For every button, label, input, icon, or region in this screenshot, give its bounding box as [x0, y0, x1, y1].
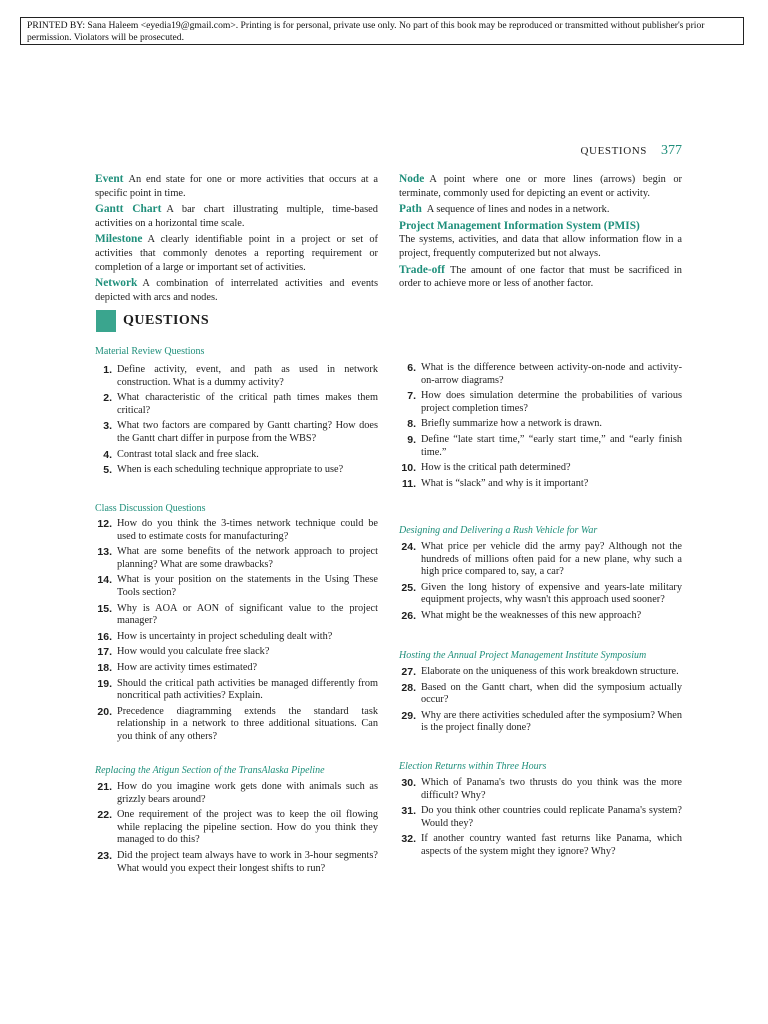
question-number: 26. — [401, 609, 416, 622]
question-text: Based on the Gantt chart, when did the symposium actually occur? — [421, 681, 682, 706]
rush-vehicle-heading: Designing and Delivering a Rush Vehicle for War — [399, 525, 598, 536]
glossary-entry — [95, 233, 378, 274]
question-number: 3. — [103, 420, 112, 433]
question-item — [95, 449, 378, 462]
rush-vehicle-section — [399, 525, 682, 626]
question-item — [399, 833, 682, 858]
question-number: 19. — [97, 677, 112, 690]
question-text: Elaborate on the uniqueness of this work breakdown structure. — [421, 666, 679, 677]
question-text: How are activity times estimated? — [117, 661, 258, 673]
question-item — [95, 809, 378, 847]
question-item — [399, 805, 682, 830]
question-item — [399, 362, 682, 387]
question-item — [399, 390, 682, 415]
question-item — [399, 434, 682, 459]
question-text: What two factors are compared by Gantt charting? How does the Gantt chart differ in purpose from the WBS? — [117, 420, 378, 444]
questions-title: QUESTIONS — [123, 313, 210, 328]
question-number: 32. — [401, 833, 416, 846]
print-notice: PRINTED BY: Sana Haleem <eyedia19@gmail.com>. Printing is for personal, private use only. No part of this book may be reproduced or transmitted without publisher's prior permission. Violators will be prosecuted. — [20, 17, 744, 45]
question-number: 20. — [97, 705, 112, 718]
section-marker-bar — [96, 310, 116, 332]
question-number: 14. — [97, 574, 112, 587]
question-number: 25. — [401, 581, 416, 594]
question-text: What is the difference between activity-on-node and activity-on-arrow diagrams? — [421, 362, 682, 386]
question-item — [95, 706, 378, 744]
question-item — [399, 682, 682, 707]
election-returns-heading: Election Returns within Three Hours — [399, 761, 547, 772]
class-discussion-section — [95, 503, 378, 747]
question-number: 7. — [407, 390, 416, 403]
question-number: 29. — [401, 709, 416, 722]
question-number: 12. — [97, 518, 112, 530]
glossary-entry — [399, 203, 682, 217]
question-number: 8. — [407, 418, 416, 431]
glossary-entry — [95, 173, 378, 200]
question-number: 1. — [103, 364, 112, 376]
question-item — [95, 364, 378, 389]
glossary-right — [399, 173, 682, 294]
question-number: 5. — [103, 464, 112, 477]
glossary-entry — [95, 203, 378, 230]
question-text: Do you think other countries could replicate Panama's system? Would they? — [421, 805, 682, 829]
question-text: How would you calculate free slack? — [117, 646, 270, 658]
running-head-label: QUESTIONS — [580, 145, 647, 157]
material-review-heading: Material Review Questions — [95, 346, 205, 357]
question-text: How is the critical path determined? — [421, 462, 571, 474]
pmi-symposium-section — [399, 650, 682, 738]
question-number: 10. — [401, 462, 416, 475]
question-number: 6. — [407, 362, 416, 374]
glossary-definition: The systems, activities, and data that allow information flow in a project, frequently computerized but not always. — [399, 234, 682, 259]
question-number: 9. — [407, 433, 416, 446]
material-review-section — [95, 346, 378, 357]
question-item — [95, 392, 378, 417]
question-number: 31. — [401, 805, 416, 818]
question-text: Why are there activities scheduled after the symposium? When is the project finally done? — [421, 709, 682, 734]
question-text: What is your position on the statements in the Using These Tools section? — [117, 574, 378, 598]
glossary-entry — [95, 277, 378, 304]
question-number: 2. — [103, 392, 112, 405]
question-item — [399, 541, 682, 579]
question-number: 24. — [401, 541, 416, 553]
question-item — [95, 646, 378, 659]
question-item — [95, 662, 378, 675]
glossary-term: Network — [95, 277, 138, 290]
question-item — [399, 582, 682, 607]
question-text: Contrast total slack and free slack. — [117, 448, 259, 460]
question-text: How do you think the 3-times network technique could be used to estimate costs for manufacturing? — [117, 518, 378, 542]
question-text: Why is AOA or AON of significant value to the project manager? — [117, 602, 378, 627]
question-item — [95, 464, 378, 477]
glossary-entry — [399, 220, 682, 261]
glossary-definition: A bar chart illustrating multiple, time-based activities on a horizontal time scale. — [95, 204, 378, 229]
question-number: 4. — [103, 448, 112, 461]
question-text: When is each scheduling technique appropriate to use? — [117, 464, 344, 476]
election-returns-section — [399, 761, 682, 862]
glossary-definition: A sequence of lines and nodes in a network. — [426, 204, 610, 216]
question-item — [95, 420, 378, 445]
question-text: One requirement of the project was to keep the oil flowing while replacing the pipeline section. How do you think they managed to do this? — [117, 809, 378, 846]
question-text: What is “slack” and why is it important? — [421, 477, 589, 489]
glossary-term: Node — [399, 173, 425, 185]
material-review-list-right — [399, 362, 682, 493]
question-item — [95, 546, 378, 571]
glossary-left — [95, 173, 378, 307]
glossary-term: Path — [399, 203, 422, 216]
question-item — [399, 710, 682, 735]
question-number: 15. — [97, 602, 112, 615]
question-text: What might be the weaknesses of this new approach? — [421, 609, 642, 621]
class-discussion-heading: Class Discussion Questions — [95, 503, 206, 514]
question-text: Define “late start time,” “early start time,” and “early finish time.” — [421, 433, 682, 458]
question-text: Define activity, event, and path as used in network construction. What is a dummy activity? — [117, 364, 378, 388]
question-text: If another country wanted fast returns like Panama, which aspects of the system might they ignore? Why? — [421, 833, 682, 857]
question-item — [95, 631, 378, 644]
question-number: 22. — [97, 809, 112, 822]
glossary-definition: The amount of one factor that must be sacrificed in order to achieve more or less of another factor. — [399, 264, 682, 290]
material-review-list-left — [95, 364, 378, 480]
glossary-term: Event — [95, 173, 124, 185]
page-number: 377 — [661, 143, 682, 158]
question-item — [399, 666, 682, 679]
question-text: How does simulation determine the probabilities of various project completion times? — [421, 390, 682, 414]
glossary-entry — [399, 264, 682, 291]
glossary-definition: A point where one or more lines (arrows) begin or terminate, commonly used for depicting an event or activity. — [399, 174, 682, 199]
question-text: What are some benefits of the network approach to project planning? What are some drawbacks? — [117, 546, 378, 570]
question-number: 18. — [97, 661, 112, 674]
question-item — [399, 462, 682, 475]
question-number: 28. — [401, 681, 416, 694]
atigun-section — [95, 765, 378, 878]
question-item — [95, 678, 378, 703]
glossary-definition: An end state for one or more activities that occurs at a specific point in time. — [95, 174, 378, 199]
question-item — [95, 781, 378, 806]
question-number: 23. — [97, 849, 112, 862]
question-text: Briefly summarize how a network is drawn. — [421, 418, 603, 430]
question-number: 30. — [401, 777, 416, 789]
question-text: Precedence diagramming extends the standard task relationship in a network to three additional situations. Can you think of any others? — [117, 705, 378, 742]
questions-heading — [96, 310, 386, 332]
running-head — [580, 143, 682, 159]
question-item — [95, 850, 378, 875]
glossary-definition: A combination of interrelated activities and events depicted with arcs and nodes. — [95, 278, 378, 303]
question-number: 21. — [97, 781, 112, 793]
question-number: 17. — [97, 646, 112, 659]
question-item — [95, 603, 378, 628]
question-number: 27. — [401, 666, 416, 678]
atigun-heading: Replacing the Atigun Section of the TransAlaska Pipeline — [95, 765, 325, 776]
question-item — [95, 518, 378, 543]
glossary-definition: A clearly identifiable point in a project or set of activities that commonly denotes a reporting requirement or completion of a large or important set of activities. — [95, 234, 378, 273]
question-item — [399, 777, 682, 802]
question-number: 16. — [97, 630, 112, 643]
pmi-symposium-heading: Hosting the Annual Project Management Institute Symposium — [399, 650, 647, 661]
glossary-term: Project Management Information System (PMIS) — [399, 219, 640, 232]
question-item — [399, 610, 682, 623]
glossary-term: Trade-off — [399, 263, 445, 276]
question-text: Which of Panama's two thrusts do you think was the more difficult? Why? — [421, 777, 682, 801]
question-text: What characteristic of the critical path times makes them critical? — [117, 392, 378, 416]
glossary-term: Milestone — [95, 233, 143, 246]
question-item — [399, 478, 682, 491]
question-number: 13. — [97, 546, 112, 559]
question-text: Should the critical path activities be managed differently from noncritical path activities? Explain. — [117, 677, 378, 702]
glossary-term: Gantt Chart — [95, 203, 162, 216]
question-item — [95, 574, 378, 599]
glossary-entry — [399, 173, 682, 200]
question-text: How is uncertainty in project scheduling dealt with? — [117, 630, 333, 642]
question-text: Did the project team always have to work in 3-hour segments? What would you expect their longest shifts to run? — [117, 849, 378, 874]
question-text: What price per vehicle did the army pay? Although not the hundreds of millions often paid for a new plane, why such a high price compared to, say, a car? — [421, 541, 682, 578]
question-number: 11. — [401, 477, 416, 490]
question-text: Given the long history of expensive and years-late military equipment projects, why wasn't this approach used sooner? — [421, 581, 682, 606]
question-item — [399, 418, 682, 431]
question-text: How do you imagine work gets done with animals such as grizzly bears around? — [117, 781, 378, 805]
